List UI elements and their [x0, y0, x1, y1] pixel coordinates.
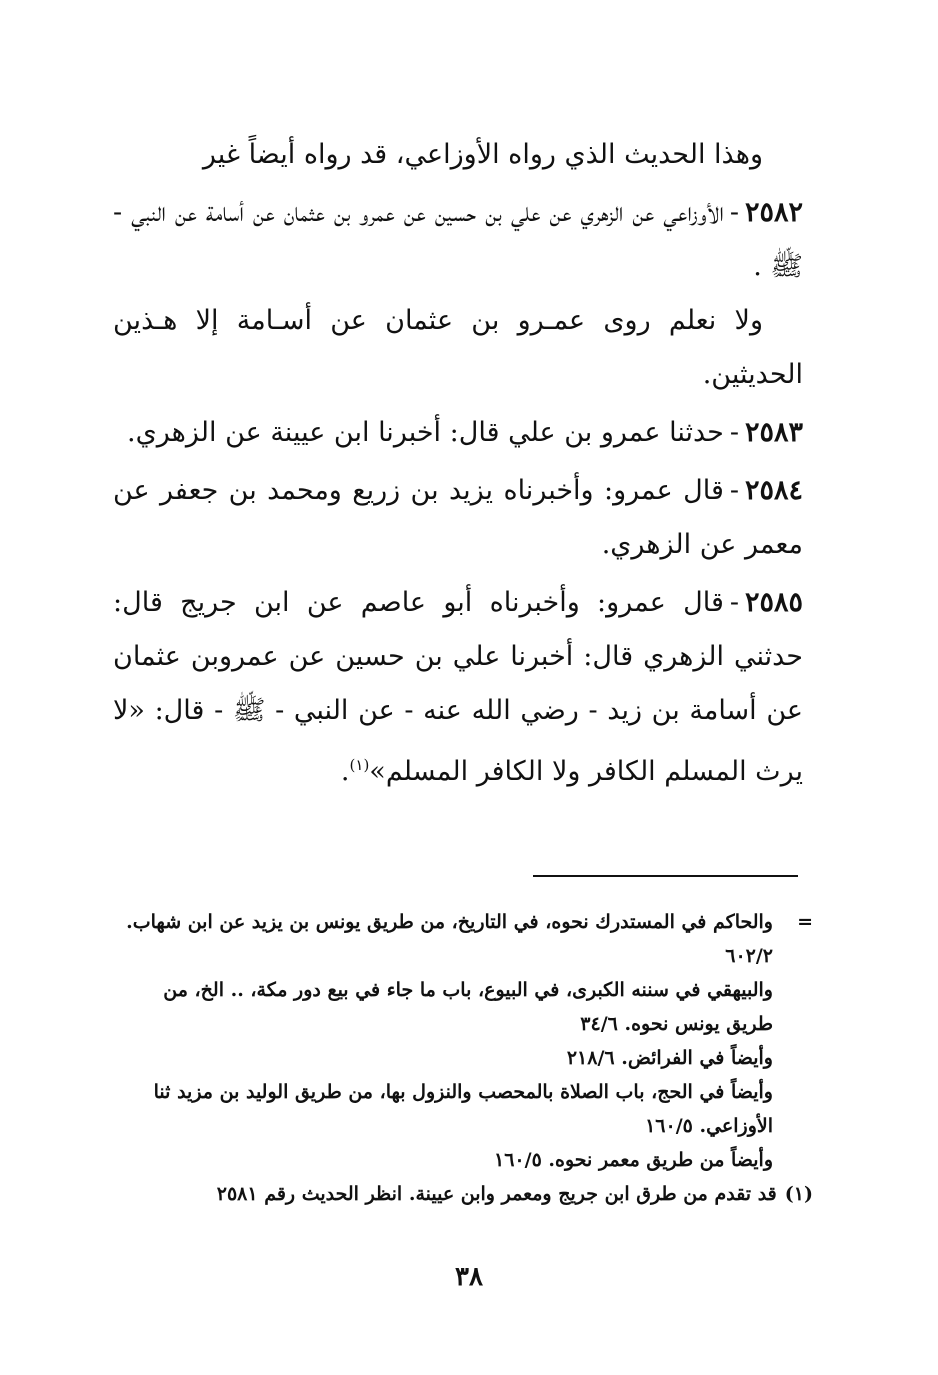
hadith-number: ٢٥٨٣ — [744, 417, 803, 448]
hadith-entry-2583 — [113, 406, 803, 460]
hadith-text: الأوزاعي عن الزهري عن علي بن حسين عن عمرو بن عثمان عن أسامة عن النبي - ﷺ . — [113, 197, 803, 282]
entry-separator: - — [729, 587, 739, 618]
note-paragraph: ولا نعلم روى عمـرو بن عثمان عن أسـامة إلا هـذين الحديثين. — [113, 305, 803, 390]
footnote-line: والبيهقي في سننه الكبرى، في البيوع، باب ما جاء في بيع دور مكة، .. الخ، من طريق يونس نحوه. ٣٤/٦ — [163, 979, 773, 1035]
footnote-1 — [113, 1177, 813, 1211]
main-text — [113, 128, 803, 799]
continuation-mark: = — [797, 911, 813, 933]
hadith-text: قال عمرو: وأخبرناه أبو عاصم عن ابن جريج قال: حدثني الزهري قال: أخبرنا علي بن حسين عن عمروبن عثمان عن أسامة بن زيد - رضي الله عنه - عن النبي - ﷺ - قال: «لا يرث المسلم الكافر ولا الكافر المسلم» — [113, 587, 803, 787]
footnote-text: قد تقدم من طرق ابن جريج ومعمر وابن عيينة. انظر الحديث رقم ٢٥٨١ — [216, 1183, 777, 1205]
footnote-line: وأيضاً من طريق معمر نحوه. ١٦٠/٥ — [494, 1149, 773, 1171]
footnote-reference[interactable]: (١) — [349, 756, 370, 774]
hadith-text: حدثنا عمرو بن علي قال: أخبرنا ابن عيينة عن الزهري. — [127, 417, 724, 448]
footnote-divider — [533, 875, 798, 877]
entry-separator: - — [729, 197, 739, 228]
hadith-number: ٢٥٨٥ — [744, 587, 803, 618]
entry-separator: - — [729, 475, 739, 506]
footnote-line: وأيضاً في الحج، باب الصلاة بالمحصب والنزول بها، من طريق الوليد بن مزيد ثنا الأوزاعي. ١٦٠/٥ — [153, 1081, 773, 1137]
hadith-number: ٢٥٨٤ — [744, 475, 803, 506]
hadith-number: ٢٥٨٢ — [744, 197, 803, 228]
hadith-entry-2582 — [113, 186, 803, 294]
hadith-entry-2585 — [113, 576, 803, 799]
footnotes — [113, 905, 813, 1211]
entry-separator: - — [729, 417, 739, 448]
footnote-marker: (١) — [784, 1183, 813, 1205]
footnote-line: والحاكم في المستدرك نحوه، في التاريخ، من طريق يونس بن يزيد عن ابن شهاب. ٦٠٢/٢ — [126, 911, 773, 967]
footnote-line: وأيضاً في الفرائض. ٢١٨/٦ — [566, 1047, 773, 1069]
hadith-text: قال عمرو: وأخبرناه يزيد بن زريع ومحمد بن جعفر عن معمر عن الزهري. — [113, 475, 803, 560]
page-number: ٣٨ — [455, 1262, 483, 1292]
sentence-end: . — [340, 756, 350, 787]
hadith-entry-2584 — [113, 464, 803, 572]
footnote-continuation — [113, 905, 813, 973]
intro-paragraph: وهذا الحديث الذي رواه الأوزاعي، قد رواه أيضاً غير — [202, 139, 763, 170]
